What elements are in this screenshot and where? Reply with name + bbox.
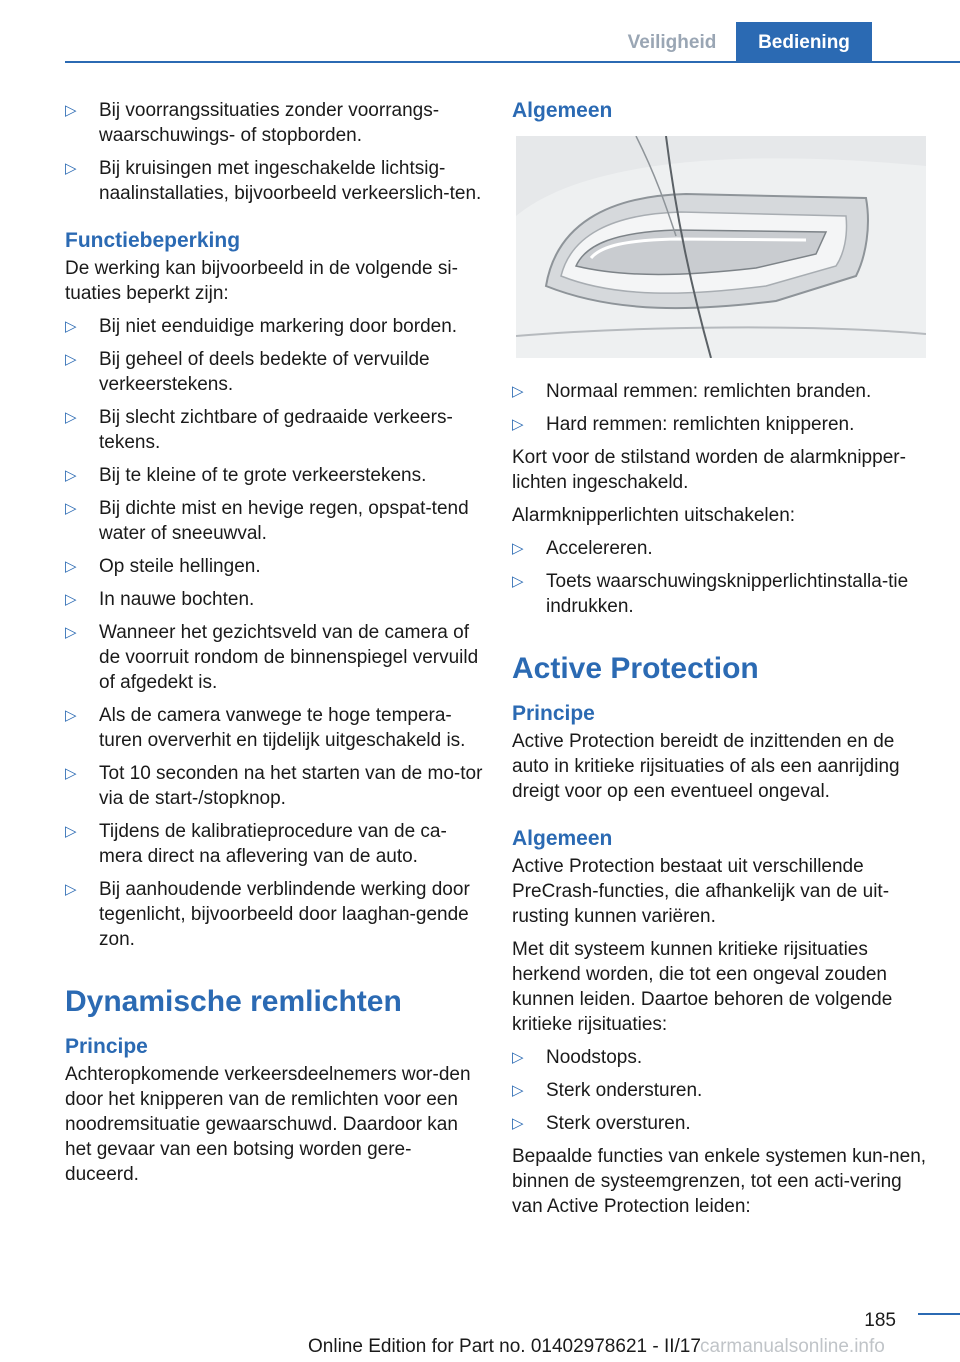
triangle-bullet-icon: ▷ xyxy=(512,416,524,433)
triangle-bullet-icon: ▷ xyxy=(65,160,77,177)
triangle-bullet-icon: ▷ xyxy=(65,409,77,426)
list-item: ▷ Bij slecht zichtbare of gedraaide verkeers-tekens. xyxy=(65,407,453,453)
triangle-bullet-icon: ▷ xyxy=(65,823,77,840)
list-item: ▷ Bij voorrangssituaties zonder voorrangs-waarschuwings- of stopborden. xyxy=(65,100,440,146)
limitations-list xyxy=(65,314,483,952)
triangle-bullet-icon: ▷ xyxy=(65,707,77,724)
principe-text: Active Protection bereidt de inzittenden en de auto in kritieke rijsituaties of als een aanrijding dreigt voor op een eventueel ongeval. xyxy=(512,731,900,802)
dynamische-remlichten-heading: Dynamische remlichten xyxy=(65,985,402,1018)
paragraph: Bepaalde functies van enkele systemen kun-nen, binnen de systeemgrenzen, tot een acti-vering van Active Protection leiden: xyxy=(512,1146,927,1217)
list-item: ▷ Tot 10 seconden na het starten van de mo-tor via de start-/stopknop. xyxy=(65,763,483,809)
tab-bediening[interactable]: Bediening xyxy=(736,22,872,63)
list-item: ▷ Tijdens de kalibratieprocedure van de ca-mera direct na aflevering van de auto. xyxy=(65,821,447,867)
list-item: ▷ Sterk ondersturen. xyxy=(512,1080,703,1101)
triangle-bullet-icon: ▷ xyxy=(512,573,524,590)
paragraph: Kort voor de stilstand worden de alarmknipper-lichten ingeschakeld. xyxy=(512,447,906,493)
rear-light-illustration xyxy=(516,136,926,358)
triangle-bullet-icon: ▷ xyxy=(512,1115,524,1132)
triangle-bullet-icon: ▷ xyxy=(512,1049,524,1066)
list-item: ▷ Noodstops. xyxy=(512,1047,643,1068)
algemeen-heading: Algemeen xyxy=(512,827,613,850)
triangle-bullet-icon: ▷ xyxy=(65,102,77,119)
triangle-bullet-icon: ▷ xyxy=(512,1082,524,1099)
principe-text: Achteropkomende verkeersdeelnemers wor-den door het knipperen van de remlichten voor een noodremsituatie gewaarschuwd. Daardoor kan het gevaar van een botsing worden gere-duceerd. xyxy=(65,1064,471,1185)
edition-note: Online Edition for Part no. 01402978621 - II/17 xyxy=(308,1336,701,1357)
list-item: ▷ Bij kruisingen met ingeschakelde lichtsig-naalinstallaties, bijvoorbeeld verkeerslich-ten. xyxy=(65,158,482,204)
brake-list xyxy=(512,379,930,437)
triangle-bullet-icon: ▷ xyxy=(65,351,77,368)
algemeen-heading: Algemeen xyxy=(512,99,613,122)
tab-veiligheid[interactable]: Veiligheid xyxy=(627,32,717,53)
triangle-bullet-icon: ▷ xyxy=(65,318,77,335)
triangle-bullet-icon: ▷ xyxy=(65,624,77,641)
triangle-bullet-icon: ▷ xyxy=(512,383,524,400)
list-item: ▷ Als de camera vanwege te hoge tempera-turen oververhit en tijdelijk uitgeschakeld is. xyxy=(65,705,466,751)
functiebeperking-heading: Functiebeperking xyxy=(65,229,241,252)
watermark: carmanualsonline.info xyxy=(700,1336,885,1357)
paragraph: Active Protection bestaat uit verschillende PreCrash-functies, die afhankelijk van de uit-rusting kunnen variëren. xyxy=(512,856,890,927)
paragraph: Met dit systeem kunnen kritieke rijsituaties herkend worden, die tot een ongeval zouden kunnen leiden. Daartoe behoren de volgende kritieke rijsituaties: xyxy=(512,939,893,1035)
list-item: ▷ Normaal remmen: remlichten branden. xyxy=(512,381,872,402)
list-item: ▷ Bij aanhoudende verblindende werking door tegenlicht, bijvoorbeeld door laaghan-gende zon. xyxy=(65,879,470,950)
list-item: ▷ Bij dichte mist en hevige regen, opspat-tend water of sneeuwval. xyxy=(65,498,469,544)
list-item: ▷ Wanneer het gezichtsveld van de camera of de voorruit rondom de binnenspiegel vervuild of afgedekt is. xyxy=(65,622,479,693)
page-footer xyxy=(0,1310,960,1362)
triangle-bullet-icon: ▷ xyxy=(65,591,77,608)
list-item: ▷ Accelereren. xyxy=(512,538,653,559)
triangle-bullet-icon: ▷ xyxy=(65,467,77,484)
principe-heading: Principe xyxy=(65,1035,148,1058)
functiebeperking-text: De werking kan bijvoorbeeld in de volgende si-tuaties beperkt zijn: xyxy=(65,258,458,304)
triangle-bullet-icon: ▷ xyxy=(65,558,77,575)
triangle-bullet-icon: ▷ xyxy=(65,500,77,517)
list-item: ▷ Bij te kleine of te grote verkeerstekens. xyxy=(65,465,427,486)
list-item: ▷ Op steile hellingen. xyxy=(65,556,261,577)
page-header xyxy=(0,22,960,62)
switch-off-list xyxy=(512,536,930,619)
triangle-bullet-icon: ▷ xyxy=(512,540,524,557)
list-item: ▷ Hard remmen: remlichten knipperen. xyxy=(512,414,855,435)
list-item: ▷ In nauwe bochten. xyxy=(65,589,255,610)
right-column xyxy=(512,98,930,1227)
header-divider xyxy=(65,61,960,63)
triangle-bullet-icon: ▷ xyxy=(65,765,77,782)
active-protection-heading: Active Protection xyxy=(512,652,759,685)
paragraph: Alarmknipperlichten uitschakelen: xyxy=(512,505,796,526)
list-item: ▷ Toets waarschuwingsknipperlichtinstalla-tie indrukken. xyxy=(512,571,909,617)
list-item: ▷ Bij niet eenduidige markering door borden. xyxy=(65,316,458,337)
principe-heading: Principe xyxy=(512,702,595,725)
page-number: 185 xyxy=(864,1310,896,1331)
list-item: ▷ Bij geheel of deels bedekte of vervuilde verkeerstekens. xyxy=(65,349,430,395)
list-item: ▷ Sterk oversturen. xyxy=(512,1113,691,1134)
left-column xyxy=(65,98,483,1195)
critical-situations-list xyxy=(512,1045,930,1136)
situations-list xyxy=(65,98,483,206)
footer-divider xyxy=(918,1313,960,1315)
triangle-bullet-icon: ▷ xyxy=(65,881,77,898)
